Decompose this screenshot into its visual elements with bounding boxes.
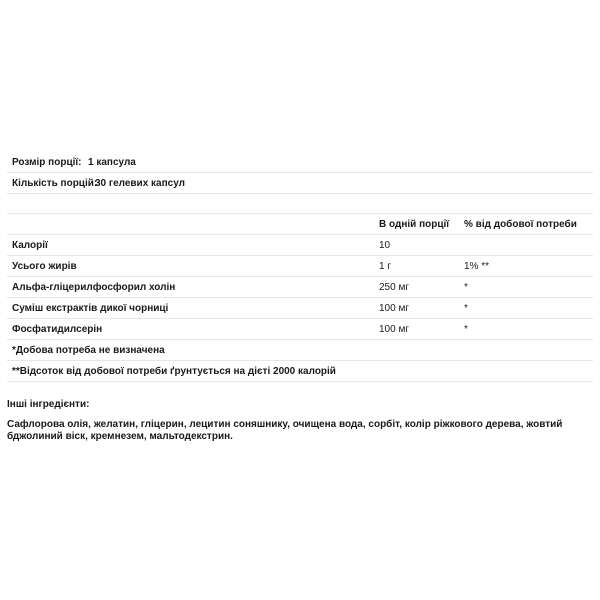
table-row	[7, 298, 593, 319]
other-ingredients-heading: Інші інгредієнти:	[7, 399, 90, 410]
nutrient-daily-value: *	[464, 282, 468, 293]
nutrient-name: Альфа-гліцерилфосфорил холін	[12, 282, 176, 293]
nutrient-amount: 250 мг	[379, 282, 409, 293]
supplement-facts-panel	[7, 152, 593, 382]
table-header-row	[7, 214, 593, 235]
nutrient-name: Усього жирів	[12, 261, 77, 272]
table-row	[7, 256, 593, 277]
nutrient-daily-value: 1% **	[464, 261, 490, 272]
nutrient-amount: 100 мг	[379, 303, 409, 314]
table-row	[7, 319, 593, 340]
table-row	[7, 235, 593, 256]
amount-per-serving-header: В одній порції	[379, 219, 450, 230]
footnote-daily-value-not-established: *Добова потреба не визначена	[12, 345, 165, 356]
nutrient-daily-value: *	[464, 303, 468, 314]
serving-size-value: 1 капсула	[88, 157, 136, 168]
footnote-row	[7, 340, 593, 361]
footnote-row	[7, 361, 593, 382]
nutrient-amount: 1 г	[379, 261, 391, 272]
nutrient-daily-value: *	[464, 324, 468, 335]
footnote-percent-daily-value: **Відсоток від добової потреби ґрунтується на дієті 2000 калорій	[12, 366, 336, 377]
nutrient-name: Калорії	[12, 240, 48, 251]
table-row	[7, 277, 593, 298]
nutrient-name: Суміш екстрактів дикої чорниці	[12, 303, 169, 314]
nutrient-name: Фосфатидилсерін	[12, 324, 103, 335]
nutrient-amount: 100 мг	[379, 324, 409, 335]
servings-count-label: Кількість порцій:	[12, 178, 98, 189]
daily-value-header: % від добової потреби	[464, 219, 577, 230]
nutrient-amount: 10	[379, 240, 391, 251]
serving-size-row	[7, 152, 593, 173]
serving-size-label: Розмір порції:	[12, 157, 82, 168]
other-ingredients-text: Сафлорова олія, желатин, гліцерин, лецитин соняшнику, очищена вода, сорбіт, колір ріжкового дерева, жовтий бджолиний віск, кремнезем, мальтодекстрин.	[7, 419, 563, 442]
section-spacer	[7, 194, 593, 214]
servings-count-value: 30 гелевих капсул	[95, 178, 185, 189]
servings-per-container-row	[7, 173, 593, 194]
